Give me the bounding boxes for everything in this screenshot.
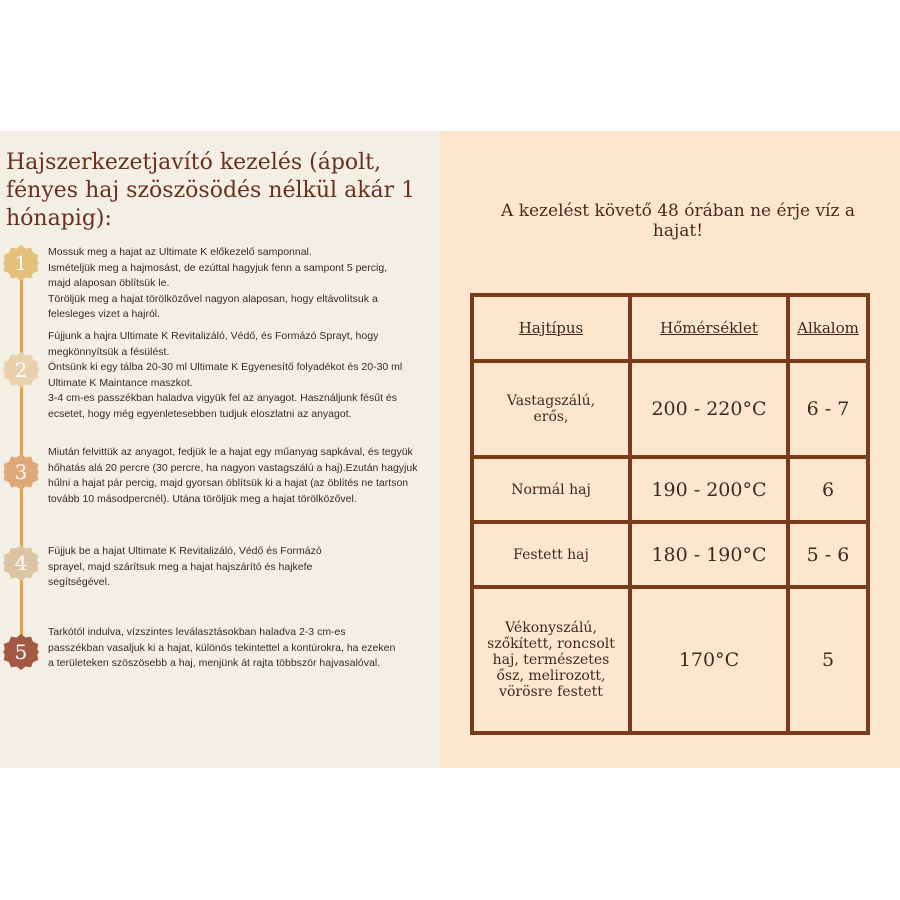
step-1-text bbox=[48, 245, 408, 323]
table-row bbox=[472, 522, 868, 587]
cell-hair-type: Festett haj bbox=[472, 522, 630, 587]
step-number: 5 bbox=[14, 640, 28, 664]
table-row bbox=[472, 587, 868, 733]
step-line: Ismételjük meg a hajmosást, de ezúttal hagyjuk fenn a sampont 5 percig, majd alaposan öblítsük le. bbox=[48, 261, 388, 289]
step-line: 3-4 cm-es passzékban haladva vigyük fel az anyagot. Használjunk fésűt és ecsetet, hogy még egyenletesebben tudjuk eloszlatni az anyagot. bbox=[48, 392, 398, 420]
header-hair-type: Hajtípus bbox=[472, 295, 630, 361]
cell-hair-type bbox=[472, 587, 630, 733]
cell-count: 5 bbox=[788, 587, 868, 733]
page-title: Hajszerkezetjavító kezelés (ápolt, fényes haj szöszösödés nélkül akár 1 hónapig): bbox=[6, 150, 416, 231]
cell-temperature: 170°C bbox=[630, 587, 788, 733]
step-line: Tarkótól indulva, vízszintes leválasztásokban haladva 2-3 cm-es passzékban vasaljuk ki a hajat, különös tekintettel a kontúrokra, ha ezeken a területeken szöszösebb a haj, menjünk át rajta többször hajvasalóval. bbox=[48, 626, 396, 669]
table-header-row bbox=[472, 295, 868, 361]
cell-count: 6 bbox=[788, 457, 868, 522]
cell-temperature: 180 - 190°C bbox=[630, 522, 788, 587]
step-line: Fújjuk be a hajat Ultimate K Revitalizáló, Védő és Formázó sprayel, majd szárítsuk meg a hajat hajszárító és hajkefe segítségével. bbox=[48, 545, 322, 588]
step-line: Fújjunk a hajra Ultimate K Revitalizáló, Védő, és Formázó Sprayt, hogy megkönnyítsük a fésülést. bbox=[48, 330, 379, 358]
step-badge-4 bbox=[2, 544, 40, 582]
step-line: Miután felvittük az anyagot, fedjük le a hajat egy műanyag sapkával, és tegyük hőhatás alá 20 percre (30 percre, ha nagyon vastagszálú a haj).Ezután hagyjuk hűlni a hajat pár percig, majd gyorsan öblítsük ki a hajat (az öblítés ne tartson tovább 10 másodpercnél). Utána töröljük meg a hajat törölközővel. bbox=[48, 446, 418, 505]
cell-hair-type bbox=[472, 361, 630, 457]
step-4-text bbox=[48, 544, 358, 591]
cell-text: Vastagszálú, erős, bbox=[506, 393, 596, 425]
step-badge-2 bbox=[2, 351, 40, 389]
step-number: 2 bbox=[14, 358, 28, 382]
cell-temperature: 200 - 220°C bbox=[630, 361, 788, 457]
cell-count: 5 - 6 bbox=[788, 522, 868, 587]
cell-hair-type: Normál haj bbox=[472, 457, 630, 522]
step-badge-3 bbox=[2, 453, 40, 491]
instructions-panel bbox=[0, 131, 440, 768]
table-row bbox=[472, 361, 868, 457]
cell-count: 6 - 7 bbox=[788, 361, 868, 457]
warning-heading: A kezelést követő 48 órában ne érje víz a hajat! bbox=[501, 201, 855, 241]
step-number: 4 bbox=[14, 551, 28, 575]
step-number: 1 bbox=[14, 251, 28, 275]
step-line: Töröljük meg a hajat törölközővel nagyon alaposan, hogy eltávolítsuk a felesleges vizet a hajról. bbox=[48, 292, 378, 320]
step-number: 3 bbox=[14, 460, 28, 484]
cell-temperature: 190 - 200°C bbox=[630, 457, 788, 522]
step-2-text bbox=[48, 329, 408, 422]
header-count: Alkalom bbox=[788, 295, 868, 361]
step-line: Öntsünk ki egy tálba 20-30 ml Ultimate K Egyenesítő folyadékot és 20-30 ml Ultimate K Maintance maszkot. bbox=[48, 361, 403, 389]
step-badge-5 bbox=[2, 633, 40, 671]
step-5-text bbox=[48, 625, 398, 672]
temperature-table bbox=[470, 293, 870, 735]
step-line: Mossuk meg a hajat az Ultimate K előkezelő samponnal. bbox=[48, 246, 312, 258]
table-row bbox=[472, 457, 868, 522]
step-badge-1 bbox=[2, 244, 40, 282]
cell-text: Vékonyszálú, szőkített, roncsolt haj, természetes ősz, melirozott, vörösre festett bbox=[487, 620, 615, 700]
step-3-text bbox=[48, 445, 424, 507]
header-temperature: Hőmérséklet bbox=[630, 295, 788, 361]
